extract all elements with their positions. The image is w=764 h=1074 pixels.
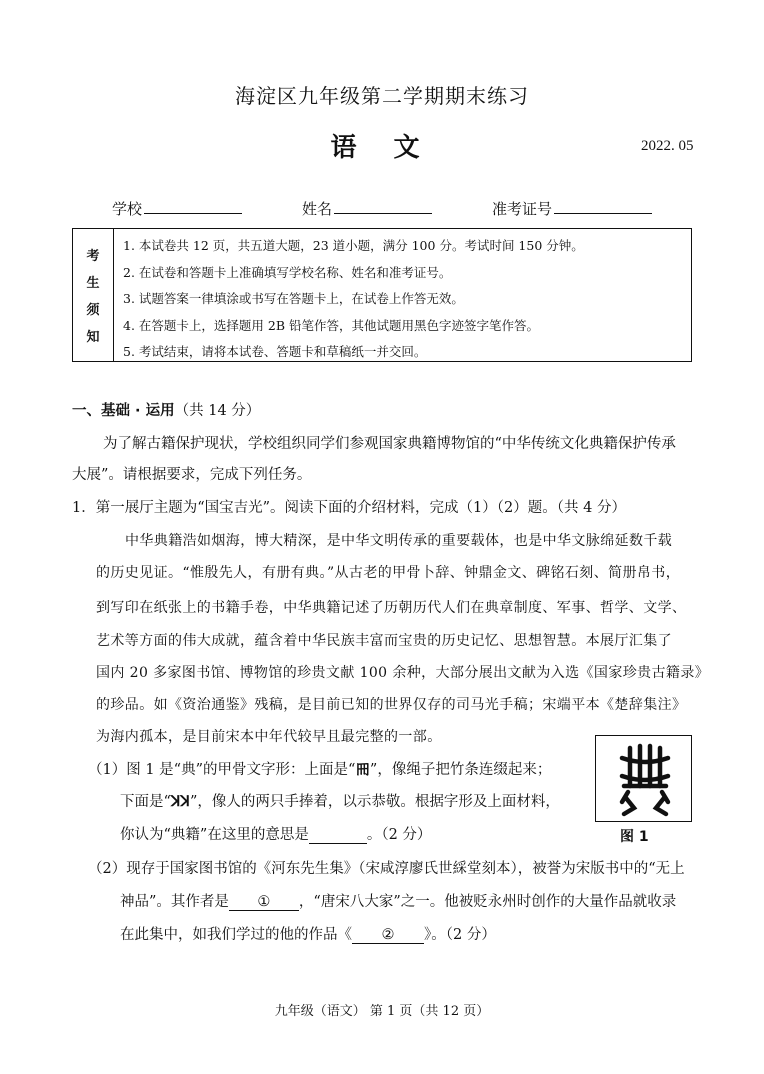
passage-line: 到写印在纸张上的书籍手卷，中华典籍记述了历朝历代人们在典章制度、军事、哲学、文学、 <box>96 600 687 616</box>
notice-item: 4. 在答题卡上，选择题用 2B 铅笔作答，其他试题用黑色字迹签字笔作答。 <box>123 317 539 333</box>
passage-line: 国内 20 多家图书馆、博物馆的珍贵文献 100 余种，大部分展出文献为入选《国家珍贵古籍录》 <box>96 665 710 681</box>
figure-caption: 图 1 <box>620 829 649 845</box>
subquestion-2-line: 神品”。其作者是 ① ，“唐宋八大家”之一。他被贬永州时创作的大量作品就收录 <box>120 894 677 910</box>
exam-id-blank <box>554 199 652 214</box>
answer-blank-2: ② <box>352 927 424 944</box>
dian-oracle-icon <box>596 736 691 821</box>
passage-line: 为海内孤本，是目前宋本中年代较早且最完整的一部。 <box>96 729 442 745</box>
exam-date: 2022. 05 <box>641 138 694 154</box>
subquestion-1-line: 下面是“ꓘꓘ”，像人的两只手捧着，以示恭敬。根据字形及上面材料， <box>120 793 560 810</box>
name-blank <box>334 199 432 214</box>
notice-item: 5. 考试结束，请将本试卷、答题卡和草稿纸一并交回。 <box>123 344 427 359</box>
notice-items <box>123 233 584 366</box>
notice-item: 2. 在试卷和答题卡上准确填写学校名称、姓名和准考证号。 <box>123 264 452 280</box>
intro-line: 大展”。请根据要求，完成下列任务。 <box>72 467 312 483</box>
exam-title: 海淀区九年级第二学期期末练习 <box>235 84 529 108</box>
exam-id-label: 准考证号 <box>492 200 553 218</box>
subquestion-2-line: （2）现存于国家图书馆的《河东先生集》（宋咸淳廖氏世綵堂刻本），被誉为宋版书中的“无上 <box>88 861 685 877</box>
oracle-bone-figure <box>595 735 692 822</box>
name-label: 姓名 <box>302 200 333 218</box>
subquestion-1-line: （1）图 1 是“典”的甲骨文字形：上面是“𠕁”，像绳子把竹条连缀起来； <box>88 761 552 778</box>
subquestion-1-line: 你认为“典籍”在这里的意思是 。（2 分） <box>120 827 432 843</box>
school-blank <box>144 199 242 214</box>
school-label: 学校 <box>112 200 143 218</box>
notice-item: 1. 本试卷共 12 页，共五道大题，23 道小题，满分 100 分。考试时间 150 分钟。 <box>123 238 584 253</box>
passage-line: 中华典籍浩如烟海，博大精深，是中华文明传承的重要载体，也是中华文脉绵延数千载 <box>125 533 673 549</box>
page-footer: 九年级（语文） 第 1 页（共 12 页） <box>274 1004 490 1019</box>
passage-line: 艺术等方面的伟大成就，蕴含着中华民族丰富而宝贵的历史记忆、思想智慧。本展厅汇集了 <box>96 633 672 649</box>
question-1: 1．第一展厅主题为“国宝吉光”。阅读下面的介绍材料，完成（1）（2）题。（共 4 分） <box>72 500 626 516</box>
name-field <box>302 198 432 219</box>
intro-line: 为了解古籍保护现状，学校组织同学们参观国家典籍博物馆的“中华传统文化典籍保护传承 <box>103 436 676 452</box>
notice-item: 3. 试题答案一律填涂或书写在答题卡上，在试卷上作答无效。 <box>123 291 464 306</box>
school-field <box>112 198 242 219</box>
notice-box <box>72 228 692 362</box>
subquestion-2-line: 在此集中，如我们学过的他的作品《 ② 》。（2 分） <box>120 927 496 943</box>
answer-blank <box>309 827 367 844</box>
oracle-hands-glyph: ꓘꓘ <box>170 793 190 810</box>
answer-blank-1: ① <box>229 894 299 911</box>
subject-title: 语 文 <box>330 133 434 163</box>
notice-label: 考 生 须 知 <box>73 229 114 361</box>
section-heading: 一、基础 · 运用（共 14 分） <box>72 403 261 419</box>
oracle-top-glyph: 𠕁 <box>355 761 370 778</box>
passage-line: 的历史见证。“惟殷先人，有册有典。”从古老的甲骨卜辞、钟鼎金文、碑铭石刻、简册帛书， <box>96 565 681 581</box>
exam-id-field <box>492 198 652 219</box>
passage-line: 的珍品。如《资治通鉴》残稿，是目前已知的世界仅存的司马光手稿；宋端平本《楚辞集注》 <box>96 697 687 713</box>
